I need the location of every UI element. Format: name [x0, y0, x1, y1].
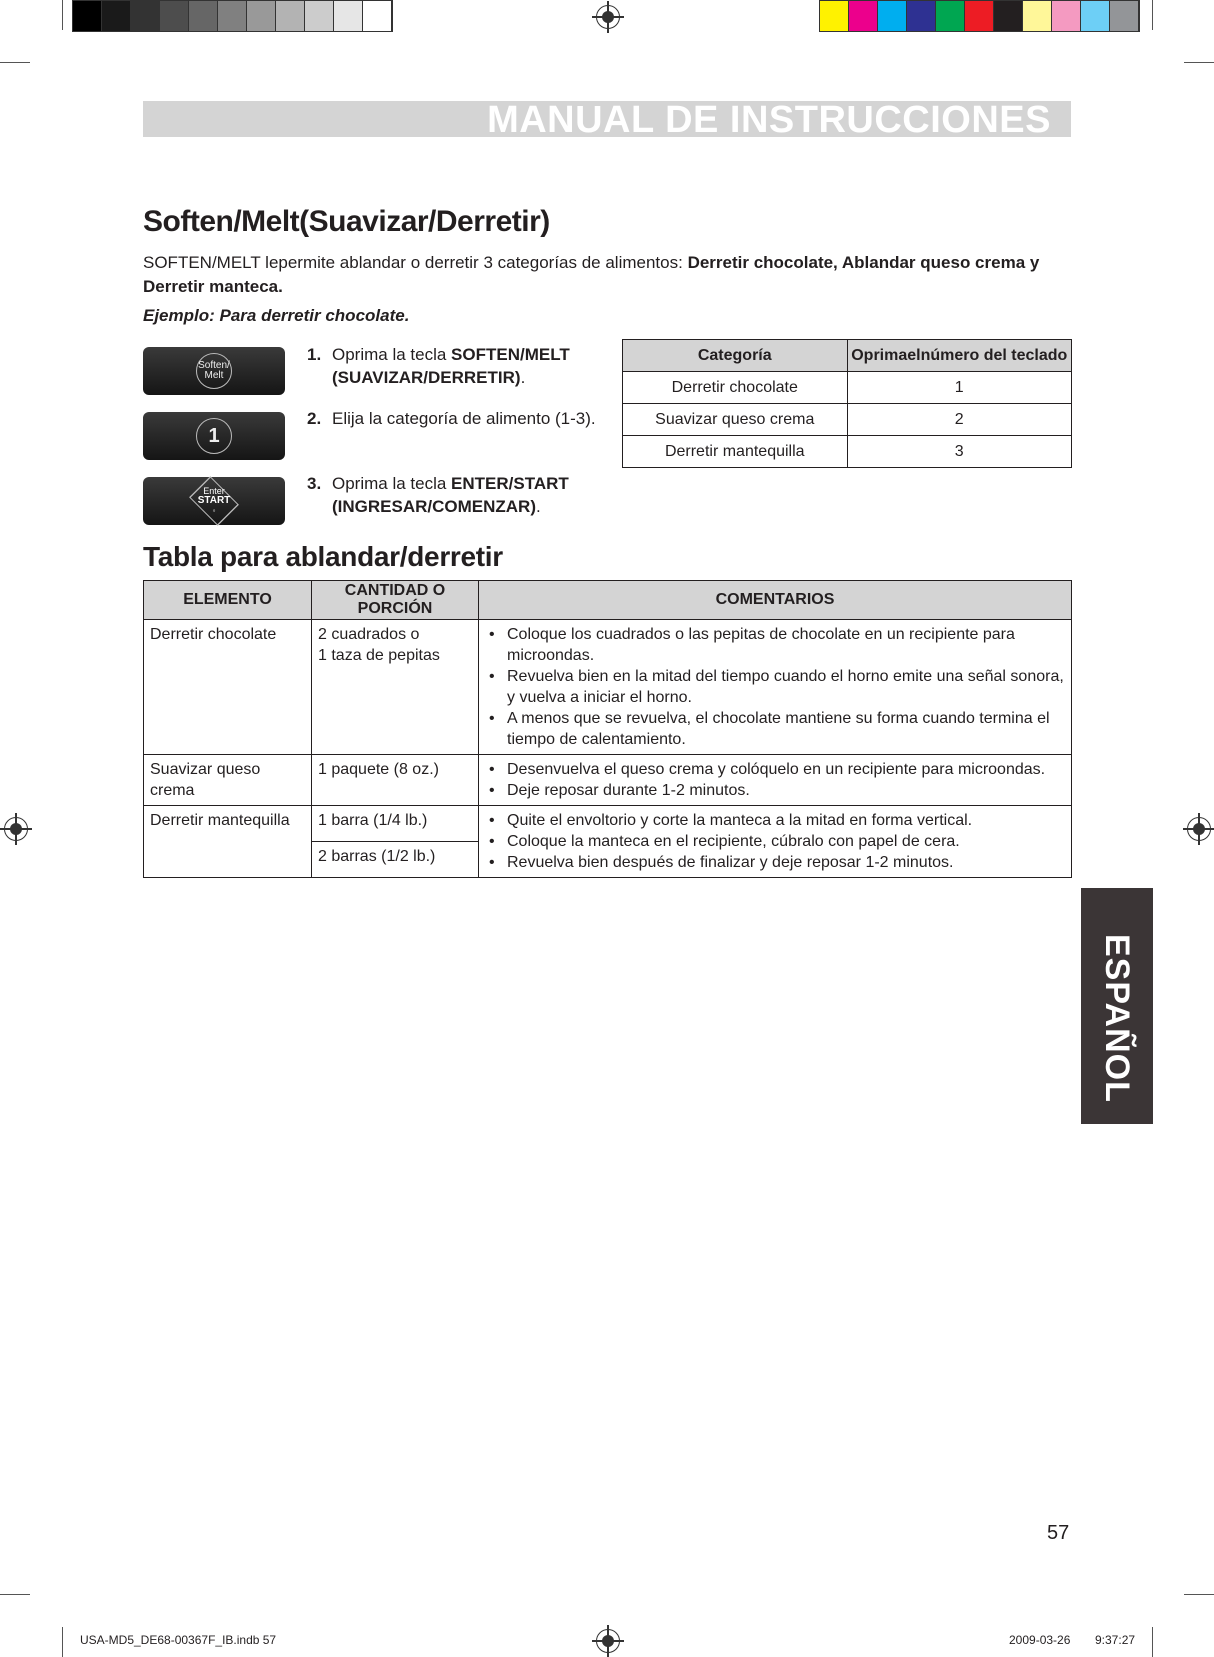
table-row — [144, 755, 1072, 806]
color-swatch — [820, 1, 849, 31]
registration-mark-icon — [596, 5, 620, 29]
crop-mark — [62, 0, 63, 30]
crop-mark — [1184, 62, 1214, 63]
step-key-name: (INGRESAR/COMENZAR) — [332, 497, 536, 516]
color-swatch — [363, 1, 392, 31]
table-cell: Derretir chocolate — [623, 372, 848, 404]
table-cell — [479, 755, 1072, 806]
table-cell: 1 paquete (8 oz.) — [312, 755, 479, 806]
step-key-name: ENTER/START — [451, 474, 569, 493]
step-number: 1. — [307, 345, 322, 364]
color-swatch — [936, 1, 965, 31]
list-item: • Coloque la manteca en el recipiente, cúbralo con papel de cera. — [507, 831, 1065, 852]
table-cell — [479, 620, 1072, 755]
header-band — [143, 99, 1071, 141]
color-swatch — [102, 1, 131, 31]
crop-mark — [0, 1594, 30, 1595]
step-text: Oprima la tecla — [332, 474, 452, 493]
table-cell: Derretir mantequilla — [144, 806, 312, 878]
color-swatch — [131, 1, 160, 31]
intro-bold-text: Derretir chocolate, Ablandar queso crema y Derretir manteca. — [143, 253, 1040, 296]
list-item: • Desenvuelva el queso crema y colóquelo en un recipiente para microondas. — [507, 759, 1065, 780]
table-header: Oprimaelnúmero del teclado — [847, 340, 1072, 372]
key-symbol: ◦ — [212, 506, 216, 515]
color-swatch — [334, 1, 363, 31]
color-swatch — [189, 1, 218, 31]
table-cell: 2 — [847, 404, 1072, 436]
table-row — [144, 806, 1072, 842]
table-cell: Suavizar queso crema — [623, 404, 848, 436]
crop-mark — [0, 62, 30, 63]
footer-time: 9:37:27 — [1095, 1633, 1136, 1647]
crop-mark — [1184, 1594, 1214, 1595]
melt-table-title: Tabla para ablandar/derretir — [143, 541, 503, 572]
table-cell: Derretir chocolate — [144, 620, 312, 755]
table-header: CANTIDAD O PORCIÓN — [312, 581, 479, 620]
example-label: Ejemplo: Para derretir chocolate. — [143, 306, 410, 325]
color-swatch — [994, 1, 1023, 31]
table-cell: 3 — [847, 436, 1072, 468]
color-swatch — [1081, 1, 1110, 31]
enter-start-key[interactable] — [143, 477, 285, 525]
number-key-face — [196, 418, 232, 454]
language-label: ESPAÑOL — [1098, 934, 1136, 1103]
color-swatch — [1052, 1, 1081, 31]
color-swatch-strip — [819, 0, 1140, 32]
section-title: Soften/Melt(Suavizar/Derretir) — [143, 205, 550, 238]
crop-mark — [62, 1627, 63, 1657]
color-swatch — [73, 1, 102, 31]
intro-text: SOFTEN/MELT lepermite ablandar o derretir 3 categorías de alimentos: — [143, 253, 688, 272]
table-cell: Derretir mantequilla — [623, 436, 848, 468]
table-row — [144, 620, 1072, 755]
footer-date: 2009-03-26 — [1009, 1633, 1071, 1647]
table-cell: Suavizar queso crema — [144, 755, 312, 806]
registration-mark-icon — [4, 817, 28, 841]
crop-mark — [1152, 1627, 1153, 1657]
soften-melt-key[interactable] — [143, 347, 285, 395]
table-cell: 2 barras (1/2 lb.) — [312, 842, 479, 878]
crop-mark — [1152, 0, 1153, 30]
soften-melt-table — [143, 580, 1072, 878]
category-table — [622, 339, 1072, 468]
color-swatch — [907, 1, 936, 31]
header-title: MANUAL DE INSTRUCCIONES — [487, 99, 1051, 141]
list-item: • Deje reposar durante 1-2 minutos. — [507, 780, 1065, 801]
footer-filename: USA-MD5_DE68-00367F_IB.indb 57 — [80, 1633, 277, 1647]
number-1-key[interactable] — [143, 412, 285, 460]
step-end: . — [536, 497, 541, 516]
table-header: ELEMENTO — [144, 581, 312, 620]
list-item: • Coloque los cuadrados o las pepitas de chocolate en un recipiente para microondas. — [507, 624, 1065, 666]
intro-paragraph — [143, 251, 1073, 299]
step-key-name: SOFTEN/MELT — [451, 345, 570, 364]
key-label: Soften/ — [198, 360, 230, 371]
color-swatch — [247, 1, 276, 31]
table-cell: 1 barra (1/4 lb.) — [312, 806, 479, 842]
key-label: Enter — [203, 486, 225, 496]
table-header-row — [144, 581, 1072, 620]
step-number: 3. — [307, 474, 322, 493]
registration-mark-icon — [1187, 817, 1211, 841]
soften-melt-key-face — [196, 353, 232, 389]
step-key-name: (SUAVIZAR/DERRETIR) — [332, 368, 521, 387]
color-swatch — [1023, 1, 1052, 31]
step-text: Elija la categoría de alimento (1-3). — [332, 409, 596, 428]
list-item: • Revuelva bien después de finalizar y deje reposar 1-2 minutos. — [507, 852, 1065, 873]
language-side-tab — [1081, 888, 1153, 1124]
key-label: Melt — [204, 370, 224, 381]
page-number: 57 — [1047, 1522, 1070, 1544]
table-cell — [479, 806, 1072, 878]
color-swatch — [965, 1, 994, 31]
table-header: Categoría — [623, 340, 848, 372]
step-2 — [307, 407, 596, 430]
quantity-text: 2 cuadrados o — [318, 626, 420, 643]
table-cell: 1 — [847, 372, 1072, 404]
color-swatch — [276, 1, 305, 31]
table-row — [623, 372, 1072, 404]
key-number: 1 — [208, 425, 220, 447]
color-swatch — [878, 1, 907, 31]
table-cell — [312, 620, 479, 755]
list-item: • A menos que se revuelva, el chocolate mantiene su forma cuando termina el tiempo de calentamiento. — [507, 708, 1065, 750]
table-header: COMENTARIOS — [479, 581, 1072, 620]
color-swatch — [849, 1, 878, 31]
color-swatch — [218, 1, 247, 31]
step-3 — [307, 472, 569, 518]
list-item: • Quite el envoltorio y corte la manteca a la mitad en forma vertical. — [507, 810, 1065, 831]
table-row — [623, 436, 1072, 468]
enter-start-key-face — [186, 484, 242, 518]
step-number: 2. — [307, 409, 322, 428]
table-row — [623, 404, 1072, 436]
gray-swatch-strip — [72, 0, 393, 32]
color-swatch — [305, 1, 334, 31]
step-1 — [307, 343, 570, 389]
step-text: Oprima la tecla — [332, 345, 452, 364]
registration-mark-icon — [596, 1629, 620, 1653]
step-end: . — [520, 368, 526, 387]
list-item: • Revuelva bien en la mitad del tiempo cuando el horno emite una señal sonora, y vuelva a iniciar el horno. — [507, 666, 1065, 708]
key-label: START — [197, 495, 231, 506]
color-swatch — [160, 1, 189, 31]
color-swatch — [1110, 1, 1139, 31]
table-header-row — [623, 340, 1072, 372]
quantity-text: 1 taza de pepitas — [318, 647, 440, 664]
